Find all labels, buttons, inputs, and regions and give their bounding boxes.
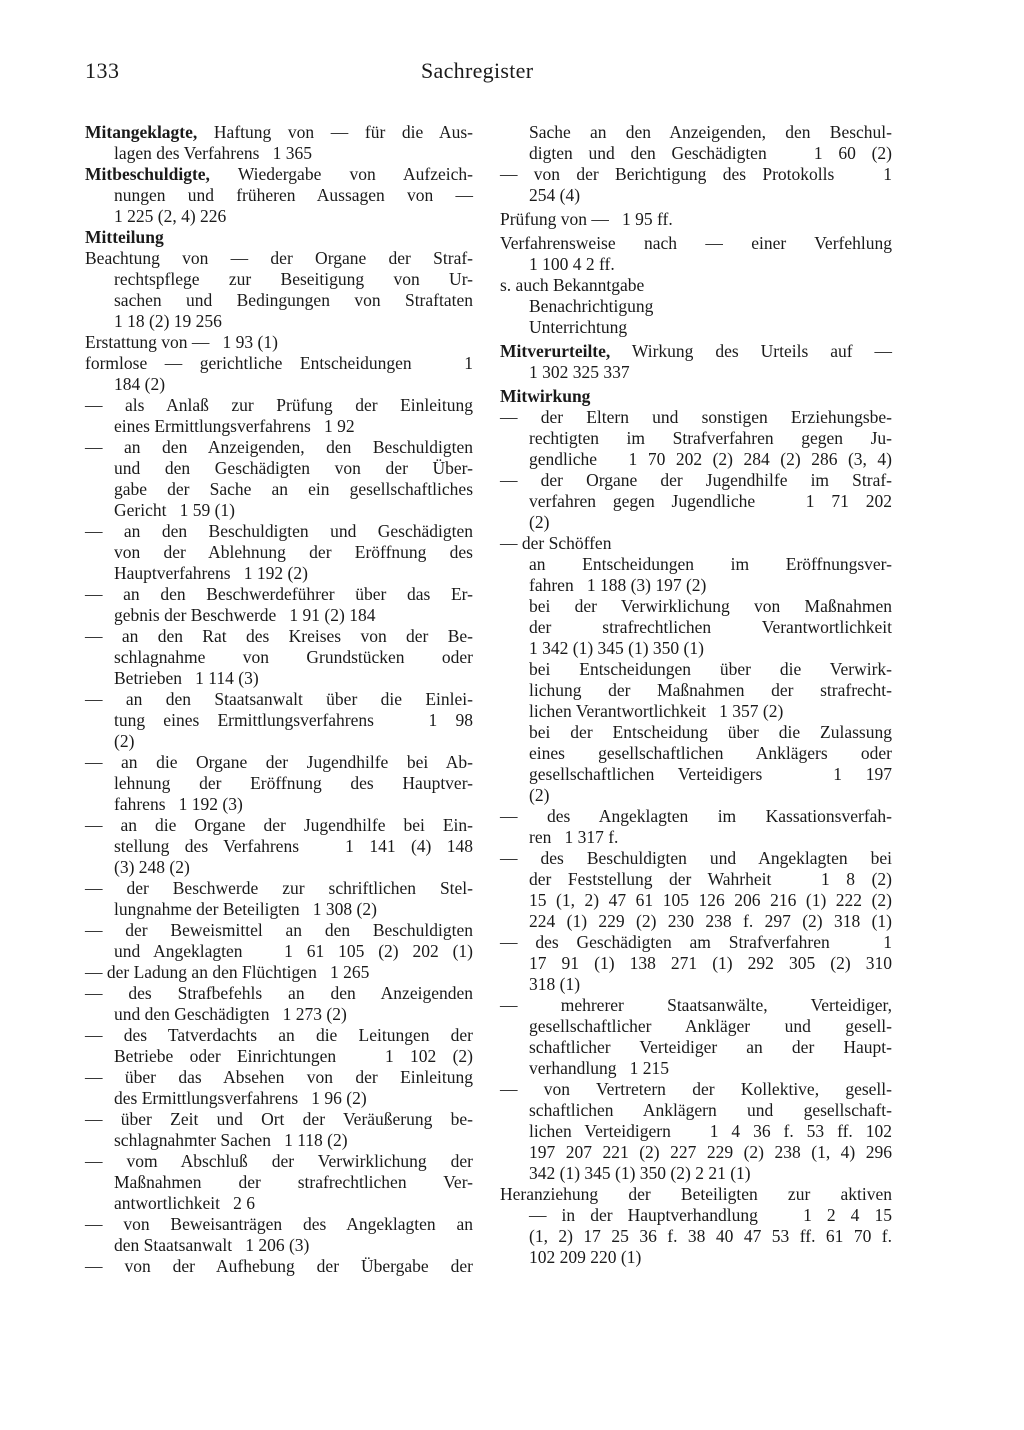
index-entry-line: — von der Berichtigung des Protokolls 1	[500, 164, 892, 184]
index-entry-line: 184 (2)	[114, 374, 166, 394]
page-header	[85, 58, 891, 90]
index-entry-line: — des Tatverdachts an die Leitungen der	[85, 1025, 473, 1045]
index-entry-line: — von Beweisanträgen des Angeklagten an	[85, 1214, 473, 1234]
index-entry-line: 224 (1) 229 (2) 230 238 f. 297 (2) 318 (1)	[529, 911, 892, 931]
index-entry-line: der strafrechtlichen Verantwortlichkeit	[529, 617, 892, 637]
index-entry-line: Heranziehung der Beteiligten zur aktiven	[500, 1184, 892, 1204]
index-entry-line: 1 342 (1) 345 (1) 350 (1)	[529, 638, 704, 658]
index-entry-line: digten und den Geschädigten 1 60 (2)	[529, 143, 892, 163]
index-entry-line: 15 (1, 2) 47 61 105 126 206 216 (1) 222 (2)	[529, 890, 892, 910]
index-entry-line: fahrens 1 192 (3)	[114, 794, 243, 814]
index-entry-line: 1 302 325 337	[529, 362, 630, 382]
page-number: 133	[85, 58, 120, 83]
index-entry-line: Beachtung von — der Organe der Straf-	[85, 248, 473, 268]
index-entry-line: Prüfung von — 1 95 ff.	[500, 209, 673, 229]
index-entry-line: schaftlicher Verteidiger an der Haupt-	[529, 1037, 892, 1057]
index-entry-line: Benachrichtigung	[529, 296, 654, 316]
index-entry-line: (2)	[114, 731, 135, 751]
index-heading-line: Mitangeklagte, Haftung von — für die Aus-	[85, 122, 473, 142]
index-entry-line: Verfahrensweise nach — einer Verfehlung	[500, 233, 892, 253]
index-entry-line: lichen Verantwortlichkeit 1 357 (2)	[529, 701, 784, 721]
index-entry-line: — an den Beschuldigten und Geschädigten	[85, 521, 473, 541]
index-entry-line: — mehrerer Staatsanwälte, Verteidiger,	[500, 995, 892, 1015]
right-index-column	[500, 122, 892, 1268]
index-entry-line: lichung der Maßnahmen der strafrecht-	[529, 680, 892, 700]
index-heading-line: Mitbeschuldigte, Wiedergabe von Aufzeich-	[85, 164, 473, 184]
index-entry-line: gendliche 1 70 202 (2) 284 (2) 286 (3, 4)	[529, 449, 892, 469]
index-entry-line: lehnung der Eröffnung des Hauptver-	[114, 773, 473, 793]
index-entry-line: antwortlichkeit 2 6	[114, 1193, 255, 1213]
index-entry-line: Betriebe oder Einrichtungen 1 102 (2)	[114, 1046, 473, 1066]
index-entry-line: Gericht 1 59 (1)	[114, 500, 236, 520]
index-heading-line: Mitwirkung	[500, 386, 591, 406]
index-entry-line: — über Zeit und Ort der Veräußerung be-	[85, 1109, 473, 1129]
index-entry-line: gabe der Sache an ein gesellschaftliches	[114, 479, 473, 499]
index-entry-line: den Staatsanwalt 1 206 (3)	[114, 1235, 310, 1255]
index-entry-line: Betrieben 1 114 (3)	[114, 668, 259, 688]
index-entry-line: — der Beweismittel an den Beschuldigten	[85, 920, 473, 940]
index-entry-line: bei der Entscheidung über die Zulassung	[529, 722, 892, 742]
index-entry-line: — des Geschädigten am Strafverfahren 1	[500, 932, 892, 952]
index-entry-line: gesellschaftlichen Verteidigers 1 197	[529, 764, 892, 784]
index-entry-line: Unterrichtung	[529, 317, 628, 337]
index-entry-line: der Feststellung der Wahrheit 1 8 (2)	[529, 869, 892, 889]
index-entry-line: — des Strafbefehls an den Anzeigenden	[85, 983, 473, 1003]
index-entry-line: 254 (4)	[529, 185, 581, 205]
index-entry-line: — des Beschuldigten und Angeklagten bei	[500, 848, 892, 868]
index-entry-line: verfahren gegen Jugendliche 1 71 202	[529, 491, 892, 511]
index-entry-line: — als Anlaß zur Prüfung der Einleitung	[85, 395, 473, 415]
index-entry-line: von der Ablehnung der Eröffnung des	[114, 542, 473, 562]
index-entry-line: sachen und Bedingungen von Straftaten	[114, 290, 473, 310]
index-entry-line: tung eines Ermittlungsverfahrens 1 98	[114, 710, 473, 730]
index-entry-line: formlose — gerichtliche Entscheidungen 1	[85, 353, 473, 373]
index-entry-line: — vom Abschluß der Verwirklichung der	[85, 1151, 473, 1171]
index-entry-line: schlagnahmter Sachen 1 118 (2)	[114, 1130, 348, 1150]
index-entry-line: — über das Absehen von der Einleitung	[85, 1067, 473, 1087]
index-entry-line: — von der Aufhebung der Übergabe der	[85, 1256, 473, 1276]
index-entry-line: rechtspflege zur Beseitigung von Ur-	[114, 269, 473, 289]
index-entry-line: lungnahme der Beteiligten 1 308 (2)	[114, 899, 377, 919]
index-entry-line: lichen Verteidigern 1 4 36 f. 53 ff. 102	[529, 1121, 892, 1141]
index-entry-line: ren 1 317 f.	[529, 827, 619, 847]
index-entry-line: 1 225 (2, 4) 226	[114, 206, 227, 226]
index-entry-line: und Angeklagten 1 61 105 (2) 202 (1)	[114, 941, 473, 961]
index-heading-line: Mitverurteilte, Wirkung des Urteils auf —	[500, 341, 892, 361]
left-index-column	[85, 122, 473, 1277]
index-entry-line: schlagnahme von Grundstücken oder	[114, 647, 473, 667]
index-entry-line: — an den Staatsanwalt über die Einlei-	[85, 689, 473, 709]
index-entry-line: des Ermittlungsverfahrens 1 96 (2)	[114, 1088, 367, 1108]
index-entry-line: — an den Rat des Kreises von der Be-	[85, 626, 473, 646]
index-entry-line: — an die Organe der Jugendhilfe bei Ab-	[85, 752, 473, 772]
index-entry-line: 197 207 221 (2) 227 229 (2) 238 (1, 4) 296	[529, 1142, 892, 1162]
index-entry-line: — des Angeklagten im Kassationsverfah-	[500, 806, 892, 826]
index-entry-line: Hauptverfahrens 1 192 (2)	[114, 563, 308, 583]
index-entry-line: (2)	[529, 785, 550, 805]
index-entry-line: — an den Anzeigenden, den Beschuldigten	[85, 437, 473, 457]
index-entry-line: Maßnahmen der strafrechtlichen Ver-	[114, 1172, 473, 1192]
index-entry-line: — an die Organe der Jugendhilfe bei Ein-	[85, 815, 473, 835]
index-entry-line: nungen und früheren Aussagen von —	[114, 185, 473, 205]
index-entry-line: schaftlichen Anklägern und gesellschaft-	[529, 1100, 892, 1120]
index-entry-line: s. auch Bekanntgabe	[500, 275, 645, 295]
index-entry-line: — in der Hauptverhandlung 1 2 4 15	[529, 1205, 892, 1225]
index-entry-line: (1, 2) 17 25 36 f. 38 40 47 53 ff. 61 70 f.	[529, 1226, 892, 1246]
index-entry-line: — der Beschwerde zur schriftlichen Stel-	[85, 878, 473, 898]
index-entry-line: und den Geschädigten 1 273 (2)	[114, 1004, 347, 1024]
index-entry-line: bei Entscheidungen über die Verwirk-	[529, 659, 892, 679]
index-entry-line: an Entscheidungen im Eröffnungsver-	[529, 554, 892, 574]
index-entry-line: Sache an den Anzeigenden, den Beschul-	[529, 122, 892, 142]
index-entry-line: 1 100 4 2 ff.	[529, 254, 615, 274]
index-entry-line: rechtigten im Strafverfahren gegen Ju-	[529, 428, 892, 448]
index-entry-line: eines gesellschaftlichen Anklägers oder	[529, 743, 892, 763]
index-entry-line: stellung des Verfahrens 1 141 (4) 148	[114, 836, 473, 856]
index-entry-line: eines Ermittlungsverfahrens 1 92	[114, 416, 355, 436]
index-entry-line: lagen des Verfahrens 1 365	[114, 143, 312, 163]
index-entry-line: — der Schöffen	[500, 533, 612, 553]
index-entry-line: und den Geschädigten von der Über-	[114, 458, 473, 478]
index-entry-line: (3) 248 (2)	[114, 857, 190, 877]
index-entry-line: 1 18 (2) 19 256	[114, 311, 222, 331]
index-entry-line: gesellschaftlicher Ankläger und gesell-	[529, 1016, 892, 1036]
index-entry-line: 102 209 220 (1)	[529, 1247, 642, 1267]
index-entry-line: bei der Verwirklichung von Maßnahmen	[529, 596, 892, 616]
index-entry-line: fahren 1 188 (3) 197 (2)	[529, 575, 707, 595]
index-entry-line: — an den Beschwerdeführer über das Er-	[85, 584, 473, 604]
index-entry-line: — von Vertretern der Kollektive, gesell-	[500, 1079, 892, 1099]
page-title: Sachregister	[421, 58, 534, 83]
index-entry-line: gebnis der Beschwerde 1 91 (2) 184	[114, 605, 376, 625]
index-entry-line: 342 (1) 345 (1) 350 (2) 2 21 (1)	[529, 1163, 751, 1183]
index-entry-line: (2)	[529, 512, 550, 532]
index-entry-line: — der Eltern und sonstigen Erziehungsbe-	[500, 407, 892, 427]
index-entry-line: — der Ladung an den Flüchtigen 1 265	[85, 962, 370, 982]
index-entry-line: Erstattung von — 1 93 (1)	[85, 332, 278, 352]
index-entry-line: — der Organe der Jugendhilfe im Straf-	[500, 470, 892, 490]
index-entry-line: 17 91 (1) 138 271 (1) 292 305 (2) 310	[529, 953, 892, 973]
index-heading-line: Mitteilung	[85, 227, 164, 247]
index-entry-line: verhandlung 1 215	[529, 1058, 669, 1078]
index-entry-line: 318 (1)	[529, 974, 581, 994]
